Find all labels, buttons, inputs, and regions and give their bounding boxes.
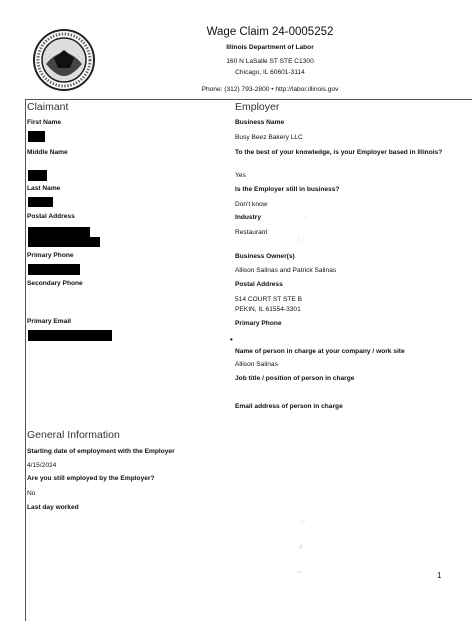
- scan-speck: ·:·: [300, 518, 306, 524]
- claim-title: Wage Claim 24-0005252: [206, 26, 334, 38]
- still-in-business-label: Is the Employer still in business?: [235, 186, 340, 193]
- employer-section-title: Employer: [235, 101, 280, 113]
- redacted-address-line2: [28, 237, 100, 247]
- redacted-primary-email: [28, 330, 112, 341]
- secondary-phone-label: Secondary Phone: [27, 280, 83, 287]
- person-in-charge-email-label: Email address of person in charge: [235, 403, 343, 410]
- employer-address-line1: 514 COURT ST STE B: [235, 296, 303, 303]
- general-info-section-title: General Information: [27, 429, 120, 441]
- industry-label: Industry: [235, 214, 262, 221]
- business-owners-value: Allison Salinas and Patrick Salinas: [235, 267, 337, 274]
- still-employed-label: Are you still employed by the Employer?: [27, 475, 155, 482]
- business-owners-label: Business Owner(s): [235, 253, 295, 260]
- illinois-state-seal-icon: [32, 28, 96, 92]
- agency-name: Illinois Department of Labor: [226, 44, 314, 51]
- person-in-charge-value: Allison Salinas: [235, 361, 278, 368]
- employer-address-line2: PEKIN, IL 61554-3301: [235, 306, 301, 313]
- last-name-label: Last Name: [27, 185, 61, 192]
- start-date-value: 4/15/2024: [27, 462, 57, 469]
- scan-speck: ·:: [303, 214, 307, 220]
- still-in-business-value: Don't know: [235, 201, 268, 208]
- primary-phone-label: Primary Phone: [27, 252, 74, 259]
- still-employed-value: No: [27, 490, 36, 497]
- business-name-value: Busy Beez Bakery LLC: [235, 134, 303, 141]
- page-number: 1: [437, 571, 442, 580]
- middle-name-label: Middle Name: [27, 149, 68, 156]
- start-date-label: Starting date of employment with the Employer: [27, 448, 175, 455]
- scan-speck: ·: [296, 600, 298, 606]
- business-name-label: Business Name: [235, 119, 285, 126]
- scan-speck: ~·: [297, 570, 303, 576]
- primary-email-label: Primary Email: [27, 318, 71, 325]
- last-day-worked-label: Last day worked: [27, 504, 79, 511]
- scan-speck: ·/·: [298, 545, 304, 551]
- industry-value: Restaurant: [235, 229, 268, 236]
- scan-speck: ·: [300, 418, 302, 424]
- redacted-primary-phone: [28, 264, 80, 275]
- person-in-charge-label: Name of person in charge at your company / work site: [235, 348, 405, 355]
- agency-contact: Phone: (312) 793-2800 • http://labor.illinois.gov: [201, 86, 339, 93]
- redacted-middle-name: [28, 170, 47, 181]
- redacted-first-name: [28, 131, 45, 142]
- first-name-label: First Name: [27, 119, 62, 126]
- employer-primary-phone-label: Primary Phone: [235, 320, 282, 327]
- claimant-section-title: Claimant: [27, 101, 69, 113]
- postal-address-label: Postal Address: [27, 213, 75, 220]
- based-in-illinois-value: Yes: [235, 172, 246, 179]
- scan-speck: •: [230, 335, 233, 344]
- agency-address-line2: Chicago, IL 60601-3114: [235, 69, 305, 76]
- employer-postal-address-label: Postal Address: [235, 281, 283, 288]
- agency-address-line1: 160 N LaSalle ST STE C1300: [226, 58, 314, 65]
- scan-speck: '·.: [298, 238, 303, 244]
- redacted-last-name: [28, 197, 53, 207]
- job-title-label: Job title / position of person in charge: [235, 375, 355, 382]
- based-in-illinois-label: To the best of your knowledge, is your Employer based in Illinois?: [235, 149, 443, 156]
